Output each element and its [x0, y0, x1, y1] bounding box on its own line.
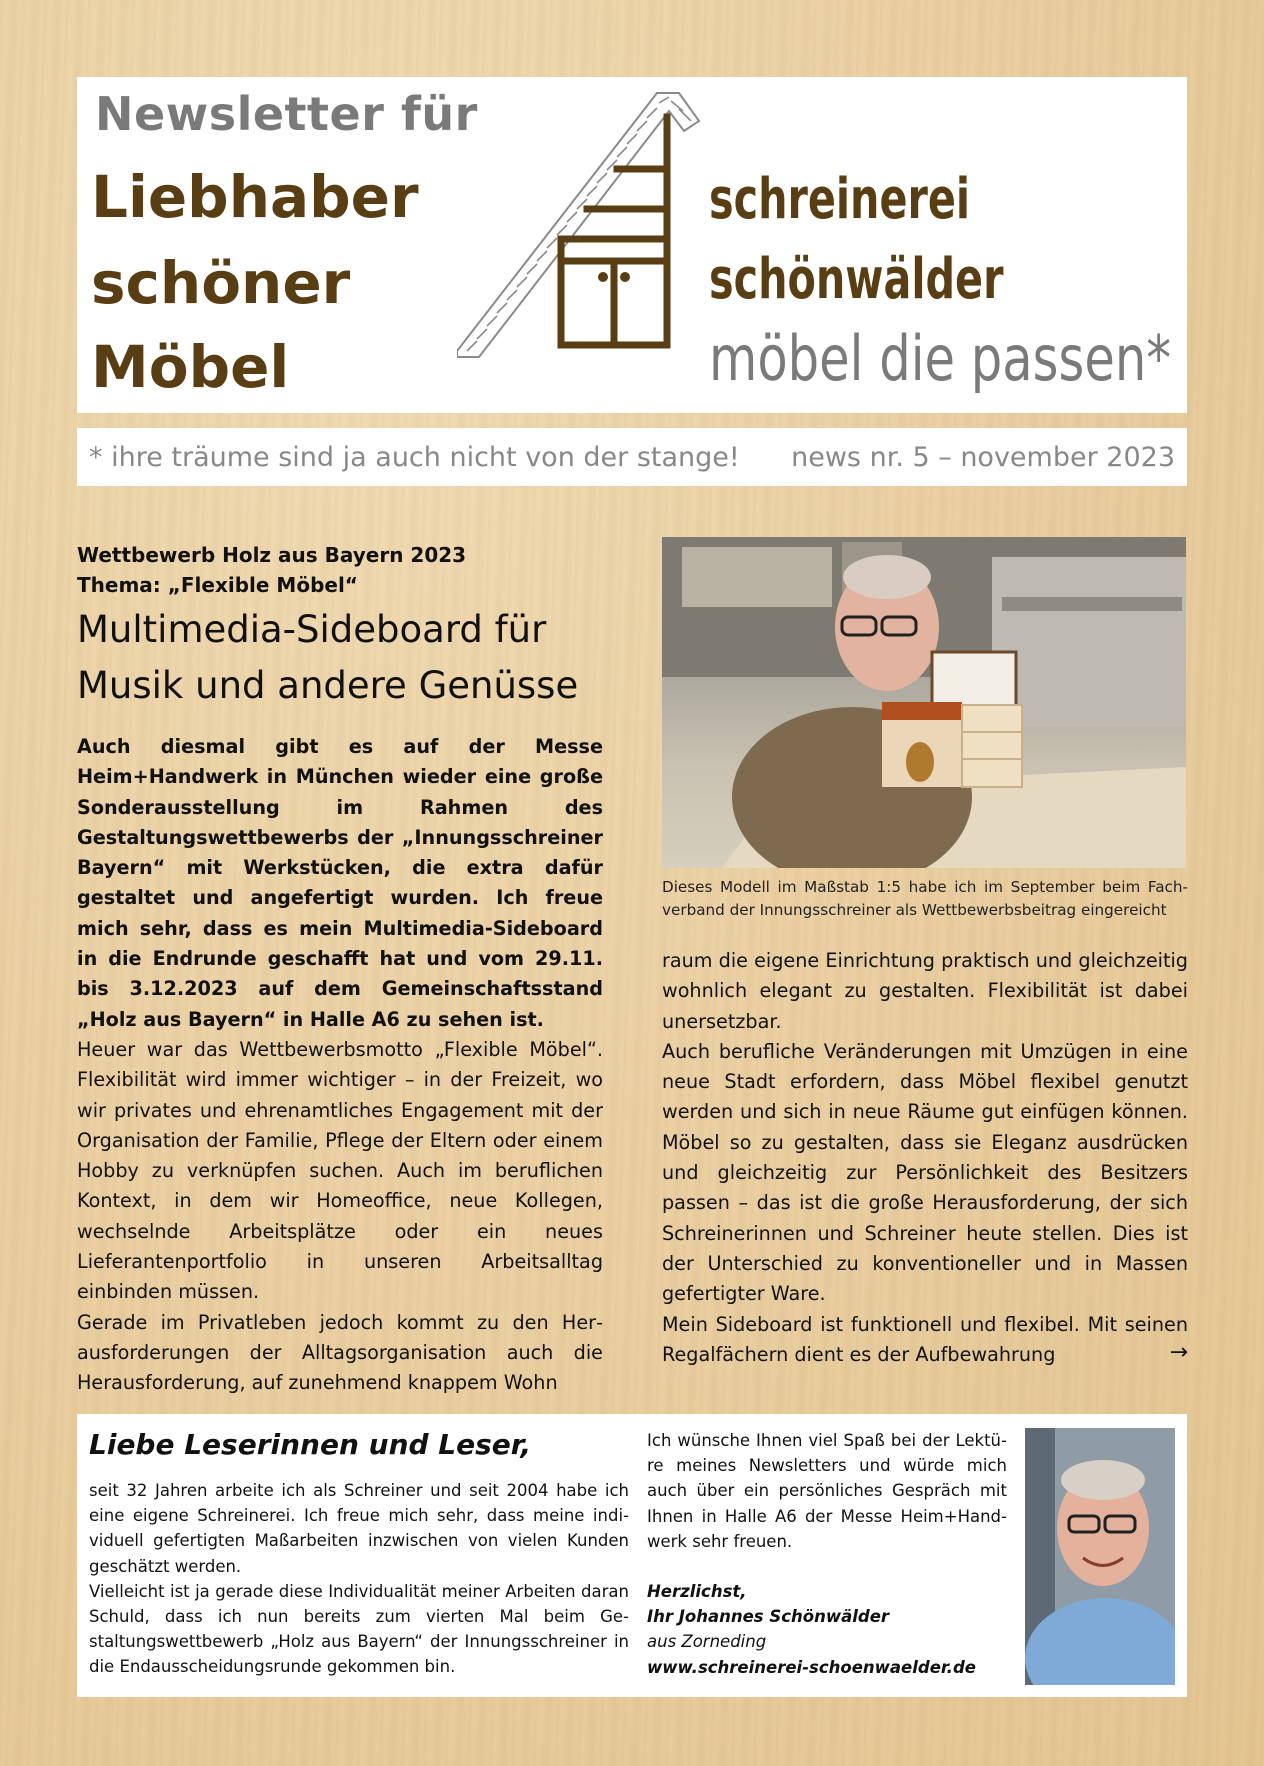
article-left-column — [77, 540, 603, 1399]
website-link[interactable]: www.schreinerei-schoenwaelder.de — [647, 1657, 976, 1677]
workshop-photo — [662, 537, 1186, 868]
article-kicker-1: Wettbewerb Holz aus Bayern 2023 — [77, 543, 467, 567]
brand-slogan: möbel die passen* — [709, 322, 1172, 395]
article-lead: Auch diesmal gibt es auf der Messe Heim+Handwerk in München wieder eine große Sonderausstellung im Rahmen des Gestaltungswettbewerbs der „Innungsschreiner Bayern“ mit Werkstücken, die extra dafür gestaltet und angefertigt wurden. Ich freue mich sehr, dass es mein Multimedia-Sideboard in die Endrunde geschafft hat und vom 29.11. bis 3.12.2023 auf dem Gemeinschaftsstand „Holz aus Bayern“ in Halle A6 zu sehen ist. — [77, 735, 603, 1031]
brand-name-line-2: schönwälder — [709, 247, 1004, 312]
letter-location: aus Zorneding — [647, 1632, 767, 1652]
newsletter-for-label: Newsletter für — [95, 87, 478, 141]
masthead — [77, 77, 1187, 413]
tagline-bar — [77, 428, 1187, 486]
audience-line-2: schöner — [91, 249, 351, 317]
editor-letter — [77, 1414, 1187, 1697]
letter-paragraph-1: seit 32 Jahren arbeite ich als Schreiner und seit 2004 habe ich eine eigene Schreinerei. Ich freue mich sehr, dass meine individuell gefertigten Maßarbeiten inzwischen von vielen Kunden geschätzt werden. — [89, 1481, 629, 1576]
article-right-column — [662, 946, 1188, 1370]
article-paragraph-4: Auch berufliche Veränderungen mit Umzügen in eine neue Stadt erfordern, dass Möbel flexibel genutzt werden und sich in neue Räume gut einfügen können. Möbel so zu gestalten, dass sie Eleganz ausdrücken und gleichzeitig zur Persönlichkeit des Besitzers passen – das ist die große Herausforderung, der sich Schreinerinnen und Schreiner heute stellen. Dies ist der Unterschied zu konventioneller und in Massen gefertigter Ware. — [662, 1039, 1188, 1306]
author-portrait-image — [1025, 1428, 1175, 1685]
letter-closing: Herzlichst, — [647, 1582, 747, 1602]
article-paragraph-2: Gerade im Privatleben jedoch kommt zu den Herausforderungen der Alltagsorganisation auch die Herausforderung, auf zunehmend knappem Wohn — [77, 1310, 603, 1395]
photo-caption: Dieses Modell im Maßstab 1:5 habe ich im September beim Fachverband der Innungsschreiner als Wettbewerbsbeitrag eingereicht — [662, 878, 1188, 919]
article-kicker-2: Thema: „Flexible Möbel“ — [77, 573, 358, 597]
letter-body-right — [647, 1428, 1007, 1680]
article-paragraph-1: Heuer war das Wettbewerbsmotto „Flexible Möbel“. Flexibilität wird immer wichtiger – in der Freizeit, wo wir privates und ehrenamtliches Engagement mit der Organisation der Familie, Pflege der Eltern oder einem Hobby zu verknüpfen suchen. Auch im beruflichen Kontext, in dem wir Homeoffice, neue Kollegen, wechselnde Arbeitsplätze oder ein neues Lieferantenportfolio in unseren Arbeitsalltag einbinden müssen. — [77, 1037, 603, 1304]
signature-block — [647, 1579, 1007, 1680]
tagline: * ihre träume sind ja auch nicht von der stange! — [89, 441, 740, 473]
craftsman-with-model-image — [662, 537, 1186, 868]
audience-line-1: Liebhaber — [91, 163, 419, 231]
letter-paragraph-3: Ich wünsche Ihnen viel Spaß bei der Lektüre meines Newsletters und würde mich auch über ein persönliches Gespräch mit Ihnen in Halle A6 der Messe Heim+Handwerk sehr freuen. — [647, 1431, 1007, 1551]
article-paragraph-3: raum die eigene Einrichtung praktisch und gleichzeitig wohnlich elegant zu gestalten. Flexibilität ist dabei unersetzbar. — [662, 949, 1188, 1033]
letter-body-left — [89, 1478, 629, 1680]
audience-line-3: Möbel — [91, 333, 290, 401]
article-headline: Multimedia-Sideboard für Musik und andere Genüsse — [77, 608, 579, 707]
letter-title: Liebe Leserinnen und Leser, — [89, 1428, 532, 1461]
brand-name-line-1: schreinerei — [709, 167, 971, 232]
arrow-right-icon[interactable]: → — [1169, 1339, 1188, 1365]
article-paragraph-5 — [662, 1310, 1188, 1371]
issue-info: news nr. 5 – november 2023 — [791, 441, 1175, 473]
letter-paragraph-2: Vielleicht ist ja gerade diese Individualität meiner Arbeiten daran Schuld, dass ich nun bereits zum vierten Mal beim Gestaltungswettbewerb „Holz aus Bayern“ der Innungsschreiner in die Endausscheidungsrunde gekommen bin. — [89, 1581, 629, 1677]
author-portrait — [1025, 1428, 1175, 1685]
letter-signature: Ihr Johannes Schönwälder — [647, 1607, 890, 1627]
article-paragraph-5-text: Mein Sideboard ist funktionell und flexibel. Mit seinen Regalfächern dient es der Aufbewahrung — [662, 1312, 1188, 1366]
